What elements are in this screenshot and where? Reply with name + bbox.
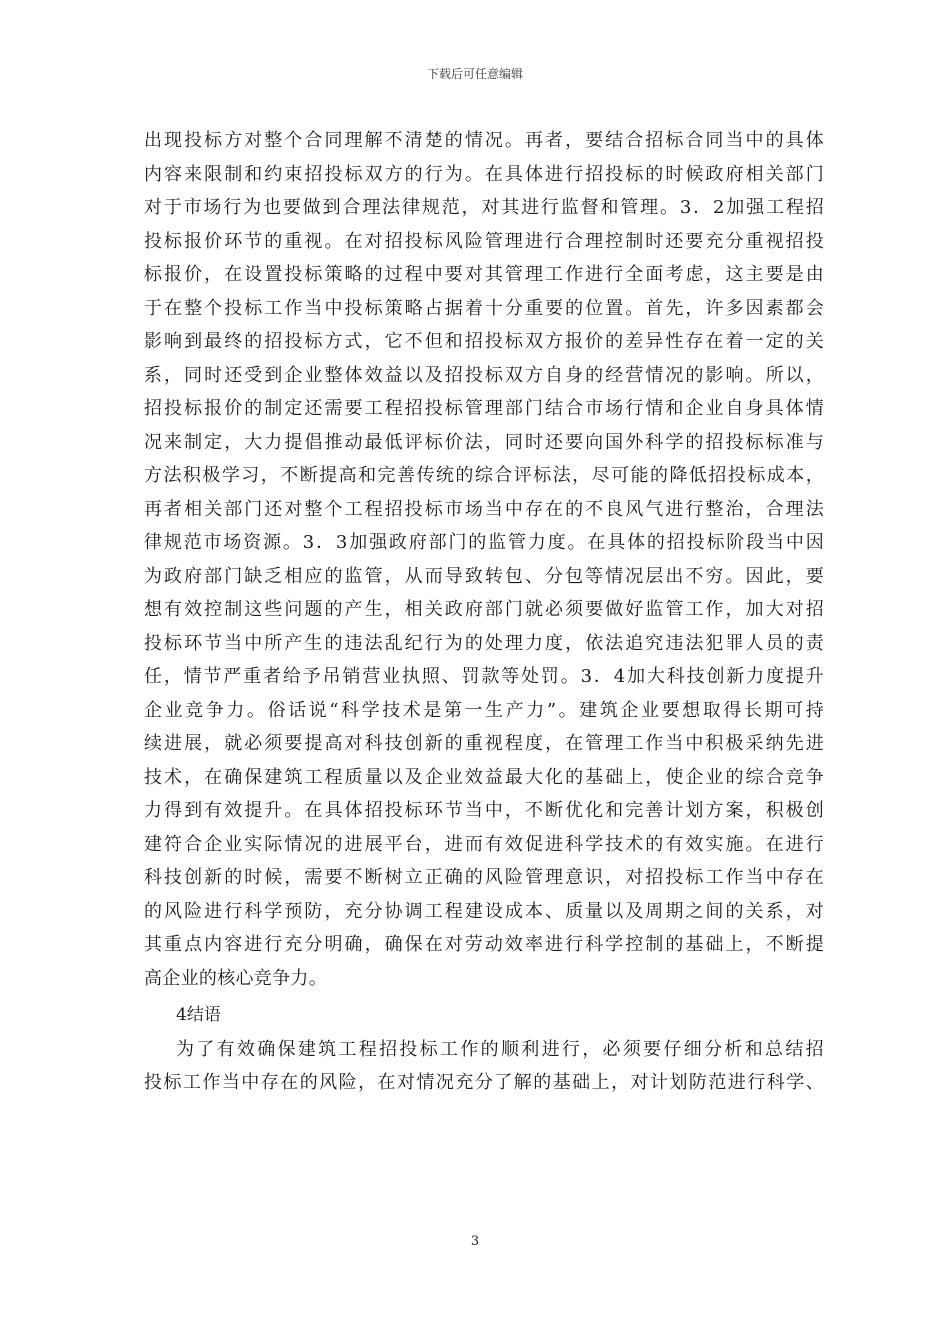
- text-line: 任，情节严重者给予吊销营业执照、罚款等处罚。3．4加大科技创新力度提升: [144, 666, 824, 687]
- text-line: 招投标报价的制定还需要工程招投标管理部门结合市场行情和企业自身具体情: [144, 398, 824, 419]
- text-line: 力得到有效提升。在具体招投标环节当中，不断优化和完善计划方案，积极创: [144, 800, 824, 821]
- text-line: 为政府部门缺乏相应的监管，从而导致转包、分包等情况层出不穷。因此，要: [144, 565, 824, 587]
- page-number: 3: [470, 1234, 480, 1249]
- text-line: 律规范市场资源。3．3加强政府部门的监管力度。在具体的招投标阶段当中因: [144, 532, 824, 553]
- text-line: 对于市场行为也要做到合理法律规范，对其进行监督和管理。3．2加强工程招: [144, 197, 824, 218]
- paragraph-conclusion: [144, 1033, 824, 1100]
- section-heading: 4结语: [176, 1005, 221, 1025]
- document-body: [144, 124, 824, 1100]
- text-line: 再者相关部门还对整个工程招投标市场当中存在的不良风气进行整治，合理法: [144, 498, 824, 520]
- text-line: 出现投标方对整个合同理解不清楚的情况。再者，要结合招标合同当中的具体: [144, 130, 824, 151]
- text-line: 投标报价环节的重视。在对招投标风险管理进行合理控制时还要充分重视招投: [144, 230, 824, 252]
- text-line: 想有效控制这些问题的产生，相关政府部门就必须要做好监管工作，加大对招: [144, 599, 824, 620]
- text-line: 建符合企业实际情况的进展平台，进而有效促进科学技术的有效实施。在进行: [144, 833, 824, 855]
- text-line: 科技创新的时候，需要不断树立正确的风险管理意识，对招投标工作当中存在: [144, 867, 824, 888]
- text-line: 的风险进行科学预防，充分协调工程建设成本、质量以及周期之间的关系，对: [144, 900, 824, 922]
- text-line: 方法积极学习，不断提高和完善传统的综合评标法，尽可能的降低招投标成本，: [144, 465, 824, 486]
- text-line: 内容来限制和约束招投标双方的行为。在具体进行招投标的时候政府相关部门: [144, 163, 824, 185]
- text-line: 况来制定，大力提倡推动最低评标价法，同时还要向国外科学的招投标标准与: [144, 431, 824, 453]
- text-line: 续进展，就必须要提高对科技创新的重视程度，在管理工作当中积极采纳先进: [144, 733, 824, 754]
- text-line: 影响到最终的招投标方式，它不但和招投标双方报价的差异性存在着一定的关: [144, 331, 824, 352]
- text-line: 技术，在确保建筑工程质量以及企业效益最大化的基础上，使企业的综合竞争: [144, 766, 824, 788]
- text-line: 企业竞争力。俗话说“科学技术是第一生产力”。建筑企业要想取得长期可持: [144, 699, 824, 721]
- page-header: 下载后可任意编辑: [426, 67, 523, 81]
- text-line: 于在整个投标工作当中投标策略占据着十分重要的位置。首先，许多因素都会: [144, 297, 824, 319]
- text-line: 投标工作当中存在的风险，在对情况充分了解的基础上，对计划防范进行科学、: [144, 1072, 824, 1093]
- text-line: 高企业的核心竞争力。: [144, 967, 327, 989]
- text-line: 标报价，在设置投标策略的过程中要对其管理工作进行全面考虑，这主要是由: [144, 264, 824, 285]
- paragraph-risk-management: [144, 124, 824, 995]
- text-line: 系，同时还受到企业整体效益以及招投标双方自身的经营情况的影响。所以，: [144, 364, 824, 386]
- text-line: 投标环节当中所产生的违法乱纪行为的处理力度，依法追究违法犯罪人员的责: [144, 632, 824, 654]
- text-line: 为了有效确保建筑工程招投标工作的顺利进行，必须要仔细分析和总结招: [176, 1038, 824, 1060]
- text-line: 其重点内容进行充分明确，确保在对劳动效率进行科学控制的基础上，不断提: [144, 934, 824, 955]
